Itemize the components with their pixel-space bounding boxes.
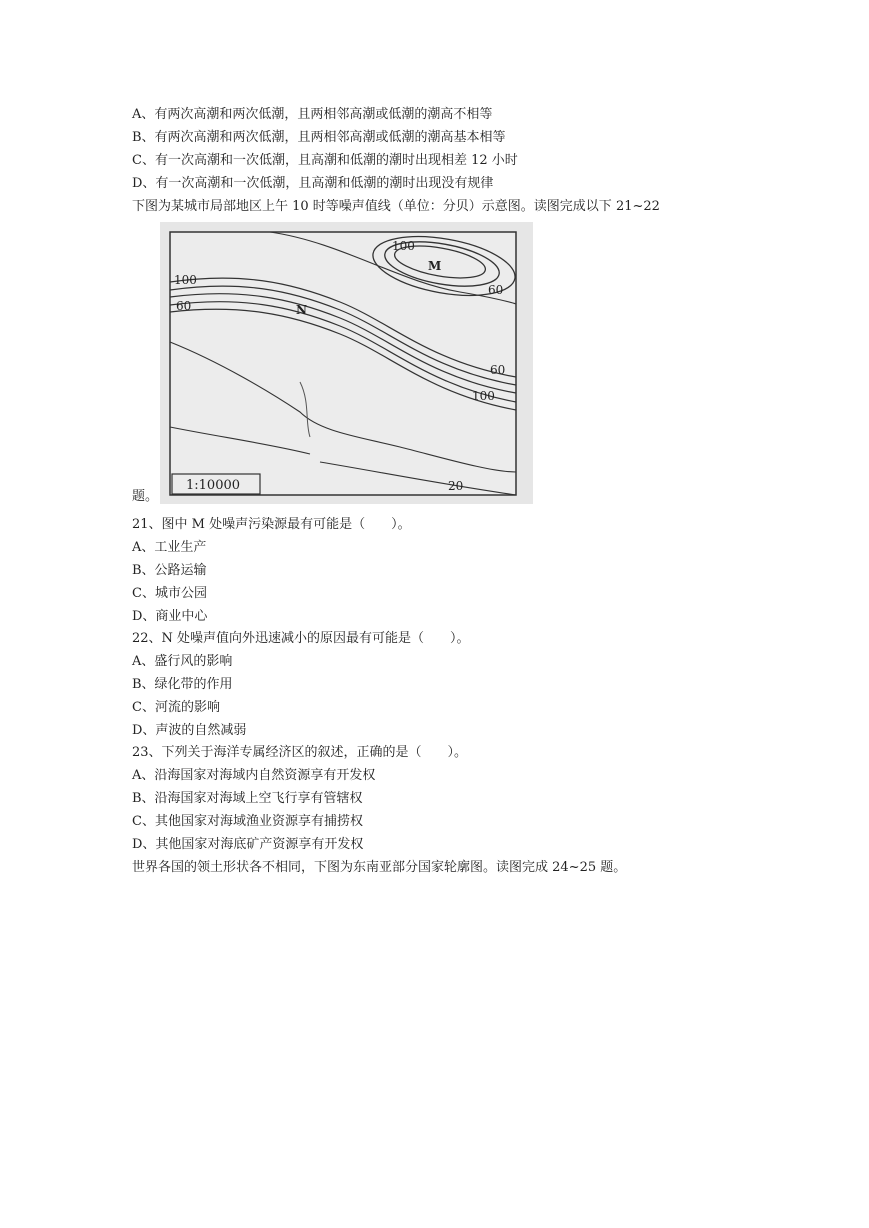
q20-option-b: B、有两次高潮和两次低潮，且两相邻高潮或低潮的潮高基本相等 bbox=[132, 130, 506, 145]
q20-option-a: A、有两次高潮和两次低潮，且两相邻高潮或低潮的潮高不相等 bbox=[132, 107, 493, 122]
label-60-top: 60 bbox=[488, 283, 504, 297]
q21-option-a: A、工业生产 bbox=[132, 540, 207, 555]
intro-24-25: 世界各国的领土形状各不相同，下图为东南亚部分国家轮廓图。读图完成 24~25 题。 bbox=[132, 860, 627, 875]
q20-option-d: D、有一次高潮和一次低潮，且高潮和低潮的潮时出现没有规律 bbox=[132, 176, 494, 191]
q21-option-b: B、公路运输 bbox=[132, 563, 207, 578]
label-60-left: 60 bbox=[176, 299, 192, 313]
q21-question: 21、图中 M 处噪声污染源最有可能是（ ）。 bbox=[132, 517, 411, 532]
q23-question: 23、下列关于海洋专属经济区的叙述，正确的是（ ）。 bbox=[132, 745, 468, 760]
q22-option-a: A、盛行风的影响 bbox=[132, 654, 233, 669]
q21-option-d: D、商业中心 bbox=[132, 609, 208, 624]
q20-option-c: C、有一次高潮和一次低潮，且高潮和低潮的潮时出现相差 12 小时 bbox=[132, 153, 518, 168]
q22-option-b: B、绿化带的作用 bbox=[132, 677, 233, 692]
q23-option-a: A、沿海国家对海域内自然资源享有开发权 bbox=[132, 768, 376, 783]
noise-contour-map bbox=[160, 222, 533, 504]
q23-option-c: C、其他国家对海域渔业资源享有捕捞权 bbox=[132, 814, 363, 829]
q21-option-c: C、城市公园 bbox=[132, 586, 207, 601]
label-100-right: 100 bbox=[472, 389, 495, 403]
label-m: M bbox=[428, 259, 442, 273]
label-60-right: 60 bbox=[490, 363, 506, 377]
q22-option-c: C、河流的影响 bbox=[132, 700, 220, 715]
q22-option-d: D、声波的自然减弱 bbox=[132, 723, 247, 738]
scale-label: 1:10000 bbox=[186, 478, 241, 493]
q23-option-d: D、其他国家对海底矿产资源享有开发权 bbox=[132, 837, 364, 852]
q22-question: 22、N 处噪声值向外迅速减小的原因最有可能是（ ）。 bbox=[132, 631, 470, 646]
label-100-left: 100 bbox=[174, 273, 197, 287]
q23-option-b: B、沿海国家对海域上空飞行享有管辖权 bbox=[132, 791, 363, 806]
label-n: N bbox=[296, 303, 307, 317]
label-20: 20 bbox=[448, 479, 464, 493]
intro-21-22-end: 题。 bbox=[132, 489, 159, 504]
intro-21-22: 下图为某城市局部地区上午 10 时等噪声值线（单位：分贝）示意图。读图完成以下 21~22 bbox=[132, 199, 660, 214]
label-100-top: 100 bbox=[392, 239, 415, 253]
